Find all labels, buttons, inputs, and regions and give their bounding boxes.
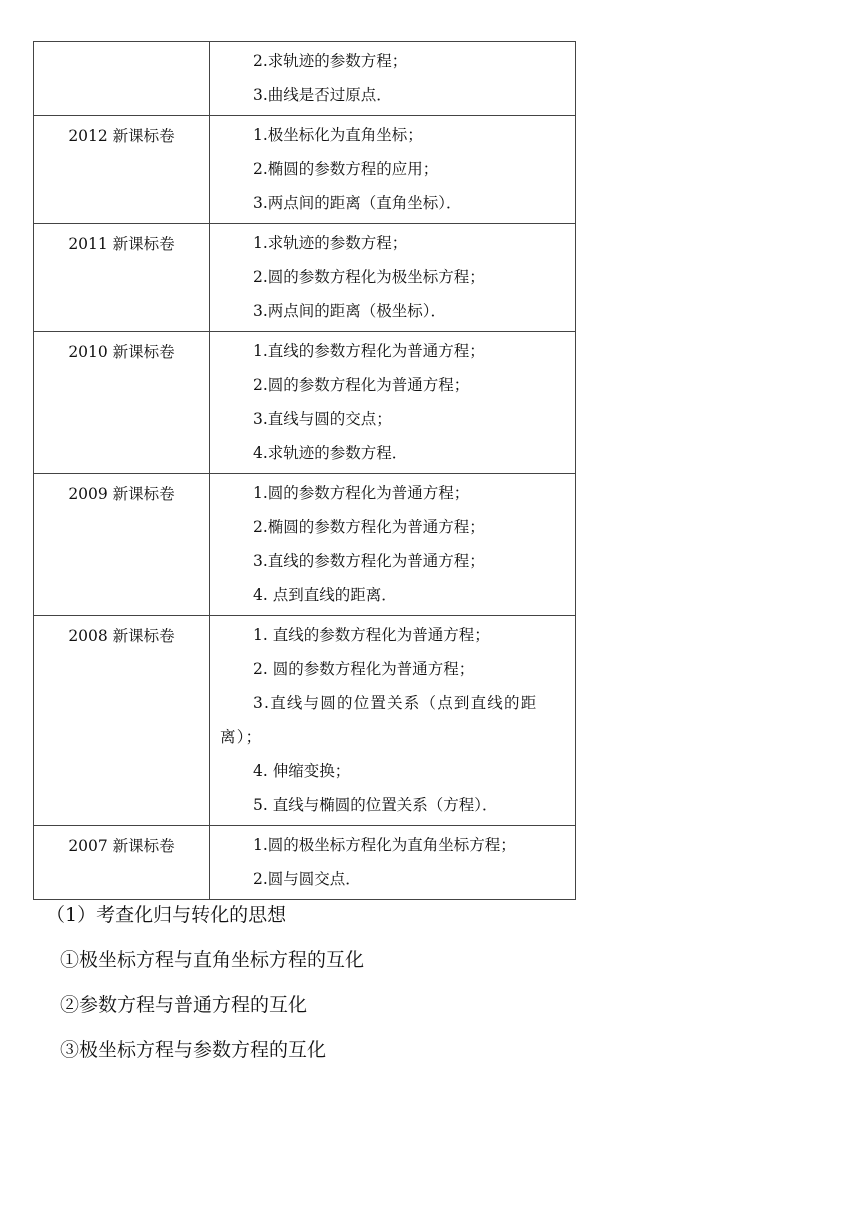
point-item: 2. 圆的参数方程化为普通方程；	[253, 660, 475, 678]
table-row	[34, 474, 576, 616]
point-item: 3.两点间的距离（直角坐标）．	[253, 194, 462, 212]
point-item: 2.椭圆的参数方程的应用；	[253, 160, 439, 178]
year-cell	[34, 42, 210, 116]
point-item: 1.极坐标化为直角坐标；	[253, 126, 423, 144]
year-cell: 2008 新课标卷	[34, 616, 210, 826]
point-item: 3.直线与圆的交点；	[253, 410, 392, 428]
point-item: 1.圆的参数方程化为普通方程；	[253, 484, 470, 502]
point-item: 2.圆与圆交点．	[253, 870, 361, 888]
point-item: 3.直线与圆的位置关系（点到直线的距离）；	[220, 694, 538, 746]
point-item: 3.直线的参数方程化为普通方程；	[253, 552, 485, 570]
points-cell	[210, 42, 576, 116]
table-row	[34, 826, 576, 900]
section-item: ①极坐标方程与直角坐标方程的互化	[60, 949, 365, 971]
year-cell: 2007 新课标卷	[34, 826, 210, 900]
point-item: 4.求轨迹的参数方程．	[253, 444, 408, 462]
table-row	[34, 332, 576, 474]
point-item: 3.两点间的距离（极坐标）．	[253, 302, 447, 320]
points-cell	[210, 474, 576, 616]
points-cell	[210, 224, 576, 332]
table-row	[34, 42, 576, 116]
section-heading: （1）考查化归与转化的思想	[46, 904, 287, 926]
point-item: 2.求轨迹的参数方程；	[253, 52, 408, 70]
method-section	[46, 898, 364, 1078]
point-item: 4. 伸缩变换；	[253, 762, 351, 780]
exam-topics-table	[33, 41, 576, 900]
year-cell: 2012 新课标卷	[34, 116, 210, 224]
point-item: 1.直线的参数方程化为普通方程；	[253, 342, 485, 360]
points-cell	[210, 332, 576, 474]
points-cell	[210, 116, 576, 224]
point-item: 2.圆的参数方程化为普通方程；	[253, 376, 470, 394]
point-item: 1. 直线的参数方程化为普通方程；	[253, 626, 490, 644]
point-item: 5. 直线与椭圆的位置关系（方程）．	[253, 796, 498, 814]
point-item: 4. 点到直线的距离．	[253, 586, 397, 604]
point-item: 2.圆的参数方程化为极坐标方程；	[253, 268, 485, 286]
point-item: 1.圆的极坐标方程化为直角坐标方程；	[253, 836, 516, 854]
year-cell: 2010 新课标卷	[34, 332, 210, 474]
table-row	[34, 616, 576, 826]
year-cell: 2009 新课标卷	[34, 474, 210, 616]
points-cell	[210, 826, 576, 900]
point-item: 2.椭圆的参数方程化为普通方程；	[253, 518, 485, 536]
point-item: 1.求轨迹的参数方程；	[253, 234, 408, 252]
section-item: ②参数方程与普通方程的互化	[60, 994, 308, 1016]
point-item: 3.曲线是否过原点．	[253, 86, 392, 104]
points-cell	[210, 616, 576, 826]
table-row	[34, 116, 576, 224]
table-row	[34, 224, 576, 332]
section-item: ③极坐标方程与参数方程的互化	[60, 1039, 327, 1061]
year-cell: 2011 新课标卷	[34, 224, 210, 332]
